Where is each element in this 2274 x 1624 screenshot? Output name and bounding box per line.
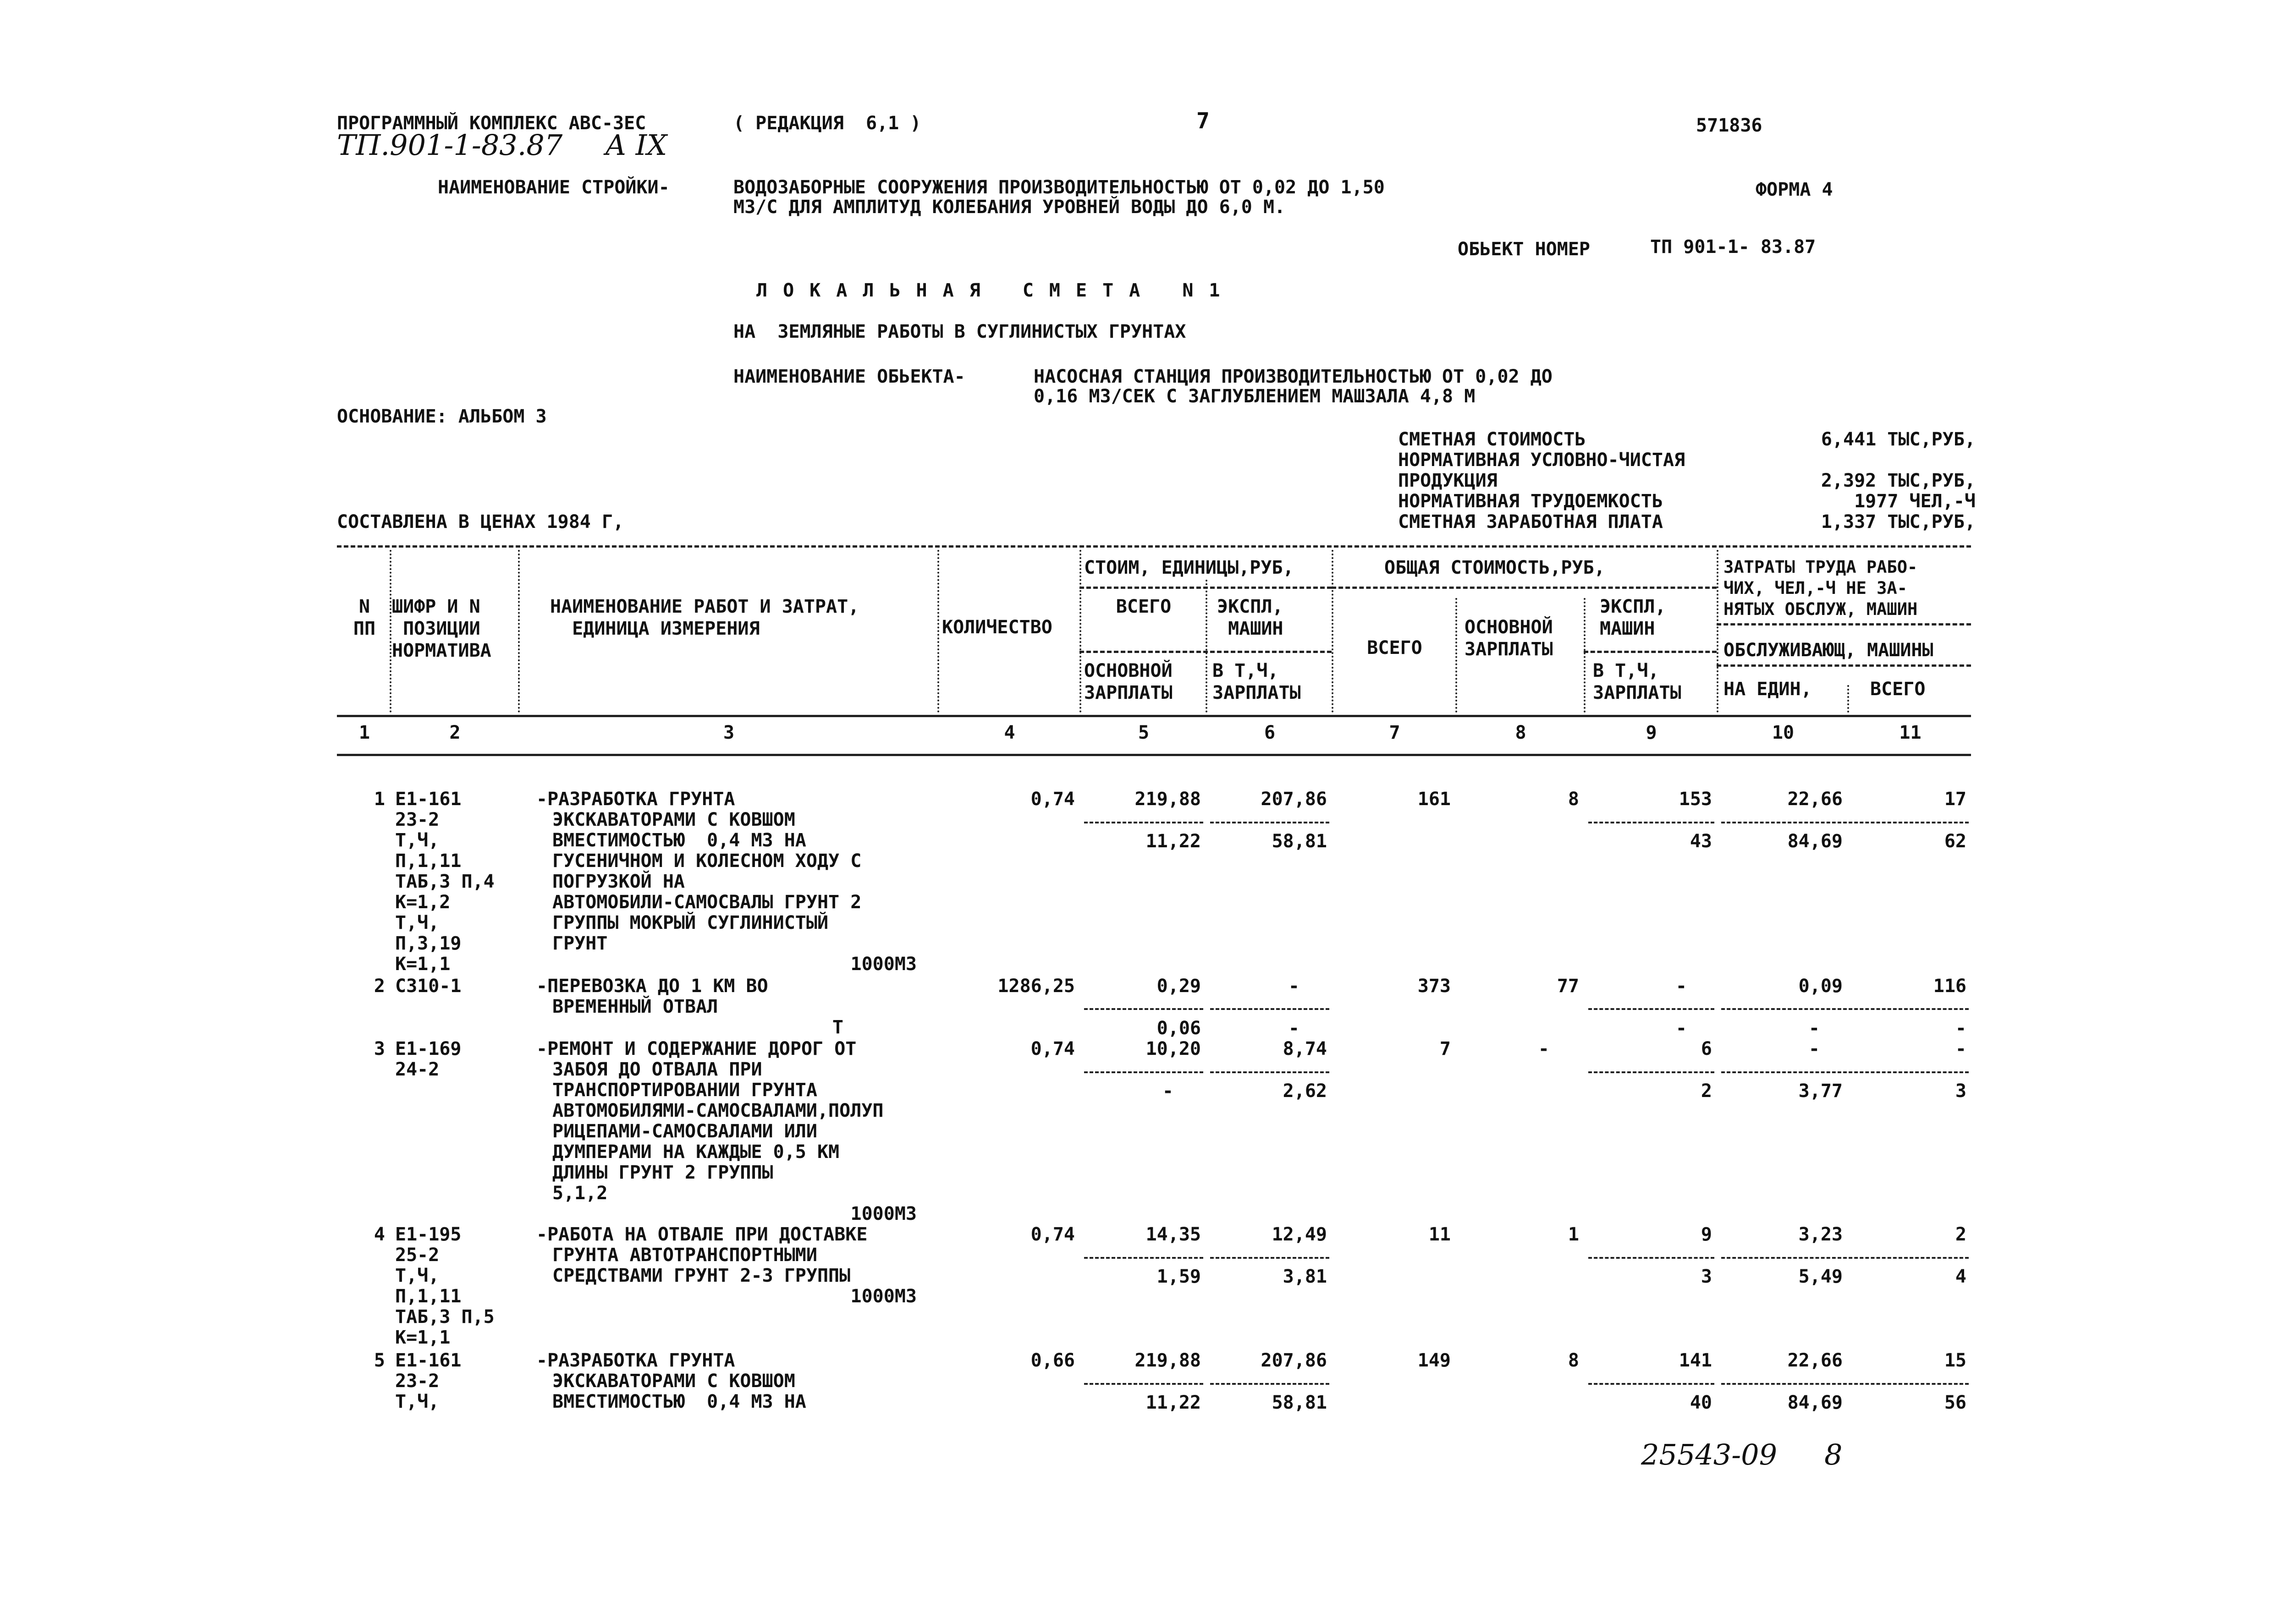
work-name-line: -РАЗРАБОТКА ГРУНТА: [536, 1350, 735, 1371]
header-unit-cost: СТОИМ, ЕДИНИЦЫ,РУБ,: [1084, 557, 1294, 578]
unit-machines: -: [1288, 976, 1299, 997]
column-number: 8: [1515, 722, 1526, 743]
total-machines: 6: [1701, 1038, 1712, 1059]
cell-underline: [1721, 1008, 1969, 1010]
header-labor-mach: ОБСЛУЖИВАЮЩ, МАШИНЫ: [1723, 640, 1933, 661]
document-number: 571836: [1696, 115, 1762, 136]
labor-per-unit: 22,66: [1787, 789, 1843, 810]
page-number: 7: [1196, 108, 1210, 134]
total-cost: 149: [1417, 1350, 1451, 1371]
machine-labor-per-unit: 84,69: [1787, 1392, 1843, 1413]
prices-basis: СОСТАВЛЕНА В ЦЕНАХ 1984 Г,: [337, 511, 624, 532]
unit-of-measure: 1000М3: [850, 1203, 917, 1224]
cell-underline: [1084, 1383, 1203, 1385]
unit-machines: 12,49: [1272, 1224, 1327, 1245]
unit-of-measure: 1000М3: [850, 954, 917, 975]
cell-underline: [1588, 822, 1714, 823]
summary-value: 1977 ЧЕЛ,-Ч: [1854, 491, 1976, 512]
machine-labor-total: 62: [1944, 831, 1966, 852]
header-bottom-rule: [337, 715, 1971, 717]
header-col-name: НАИМЕНОВАНИЕ РАБОТ И ЗАТРАТ, ЕДИНИЦА ИЗМЕРЕНИЯ: [550, 596, 859, 639]
work-name-line: ГРУППЫ МОКРЫЙ СУГЛИНИСТЫЙ: [552, 912, 829, 933]
work-name-line: ВМЕСТИМОСТЬЮ 0,4 М3 НА: [552, 1391, 806, 1412]
cell-underline: [1210, 1008, 1329, 1010]
header-subrule: [1717, 664, 1971, 667]
total-cost: 161: [1417, 789, 1451, 810]
norm-code-line: ТАБ,3 П,4: [395, 871, 495, 892]
work-name-line: ЭКСКАВАТОРАМИ С КОВШОМ: [552, 809, 795, 830]
work-name-line: ГРУНТА АВТОТРАНСПОРТНЫМИ: [552, 1245, 817, 1266]
unit-machine-wage: 58,81: [1272, 831, 1327, 852]
unit-machines: 8,74: [1283, 1038, 1327, 1059]
norm-code-line: П,1,11: [395, 850, 462, 872]
handwritten-page-number: 8: [1824, 1438, 1843, 1471]
unit-basic-wage: 11,22: [1145, 1392, 1201, 1413]
total-basic-wage: 8: [1568, 789, 1579, 810]
column-divider: [1206, 580, 1207, 713]
work-name-line: СРЕДСТВАМИ ГРУНТ 2-3 ГРУППЫ: [552, 1265, 851, 1286]
unit-total: 0,29: [1156, 976, 1201, 997]
work-name-line: -ПЕРЕВОЗКА ДО 1 КМ ВО: [536, 976, 768, 997]
column-divider: [1847, 685, 1849, 713]
norm-code-line: Т,Ч,: [395, 1265, 440, 1286]
summary-label: НОРМАТИВНАЯ ТРУДОЕМКОСТЬ: [1398, 491, 1663, 512]
column-divider: [1079, 550, 1081, 713]
column-number: 6: [1264, 722, 1276, 743]
labor-per-unit: 22,66: [1787, 1350, 1843, 1371]
norm-code-line: К=1,1: [395, 1327, 451, 1348]
unit-total: 219,88: [1134, 1350, 1201, 1371]
unit-total: 14,35: [1145, 1224, 1201, 1245]
cell-underline: [1084, 1008, 1203, 1010]
header-total-incl: В Т,Ч, ЗАРПЛАТЫ: [1593, 660, 1681, 703]
summary-label: ПРОДУКЦИЯ: [1398, 470, 1498, 491]
handwritten-project-code: ТП.901-1-83.87: [337, 128, 563, 162]
estimate-title: ЛОКАЛЬНАЯ СМЕТА N1: [756, 280, 1236, 301]
column-divider: [1717, 550, 1718, 713]
row-number: 1: [374, 789, 385, 810]
row-number: 5: [374, 1350, 385, 1371]
labor-total: 17: [1944, 789, 1966, 810]
row-number: 2: [374, 976, 385, 997]
header-subrule: [1332, 587, 1717, 589]
header-unit-total: ВСЕГО: [1116, 596, 1172, 617]
labor-total: 2: [1955, 1224, 1966, 1245]
work-name-line: ЭКСКАВАТОРАМИ С КОВШОМ: [552, 1371, 795, 1392]
total-basic-wage: 1: [1568, 1224, 1579, 1245]
unit-basic-wage: 1,59: [1156, 1266, 1201, 1287]
column-number: 7: [1389, 722, 1400, 743]
norm-code-line: К=1,2: [395, 892, 451, 913]
quantity: 0,74: [1030, 1224, 1075, 1245]
header-subrule: [1584, 651, 1717, 653]
column-divider: [937, 550, 939, 713]
machine-labor-per-unit: 84,69: [1787, 831, 1843, 852]
cell-underline: [1084, 1071, 1203, 1073]
machine-labor-total: 4: [1955, 1266, 1966, 1287]
work-name-line: ТРАНСПОРТИРОВАНИИ ГРУНТА: [552, 1080, 817, 1101]
column-number: 5: [1138, 722, 1150, 743]
estimate-subtitle: НА ЗЕМЛЯНЫЕ РАБОТЫ В СУГЛИНИСТЫХ ГРУНТАХ: [733, 321, 1186, 342]
unit-basic-wage: 0,06: [1156, 1018, 1201, 1039]
work-name-line: 5,1,2: [552, 1183, 608, 1204]
total-basic-wage: -: [1538, 1038, 1549, 1059]
work-name-line: -РАБОТА НА ОТВАЛЕ ПРИ ДОСТАВКЕ: [536, 1224, 868, 1245]
column-divider: [1584, 598, 1586, 713]
column-divider: [1455, 598, 1457, 713]
header-subrule: [1717, 623, 1971, 625]
row-number: 4: [374, 1224, 385, 1245]
work-name-line: ВРЕМЕННЫЙ ОТВАЛ: [552, 996, 718, 1017]
column-number: 4: [1004, 722, 1015, 743]
norm-code-line: Т,Ч,: [395, 830, 440, 851]
labor-total: 15: [1944, 1350, 1966, 1371]
total-machine-wage: 2: [1701, 1081, 1712, 1102]
summary-value: 2,392 ТЫС,РУБ,: [1821, 470, 1976, 491]
norm-code-line: 24-2: [395, 1059, 440, 1080]
cell-underline: [1721, 1257, 1969, 1259]
machine-labor-total: 56: [1944, 1392, 1966, 1413]
construction-name-line1: ВОДОЗАБОРНЫЕ СООРУЖЕНИЯ ПРОИЗВОДИТЕЛЬНОСТЬЮ ОТ 0,02 ДО 1,50: [733, 177, 1385, 198]
cell-underline: [1084, 1257, 1203, 1259]
norm-code-line: 23-2: [395, 809, 440, 830]
norm-code-line: 25-2: [395, 1245, 440, 1266]
unit-machine-wage: 58,81: [1272, 1392, 1327, 1413]
unit-machine-wage: 2,62: [1283, 1081, 1327, 1102]
work-name-line: ГРУНТ: [552, 933, 608, 954]
column-number: 10: [1772, 722, 1795, 743]
cell-underline: [1210, 1071, 1329, 1073]
labor-per-unit: 3,23: [1798, 1224, 1843, 1245]
header-total-mach: ЭКСПЛ, МАШИН: [1600, 596, 1666, 639]
total-cost: 373: [1417, 976, 1451, 997]
header-labor: ЗАТРАТЫ ТРУДА РАБО- ЧИХ, ЧЕЛ,-Ч НЕ ЗА- НЯТЫХ ОБСЛУЖ, МАШИН: [1723, 557, 1918, 619]
work-name-line: -РЕМОНТ И СОДЕРЖАНИЕ ДОРОГ ОТ: [536, 1038, 857, 1059]
header-unit-basic: ОСНОВНОЙ ЗАРПЛАТЫ: [1084, 660, 1173, 703]
total-basic-wage: 8: [1568, 1350, 1579, 1371]
column-divider: [390, 550, 391, 713]
unit-of-measure: 1000М3: [850, 1286, 917, 1307]
total-machine-wage: -: [1675, 1018, 1687, 1039]
quantity: 0,74: [1030, 1038, 1075, 1059]
norm-code-line: 23-2: [395, 1371, 440, 1392]
machine-labor-per-unit: -: [1808, 1018, 1820, 1039]
cell-underline: [1721, 1071, 1969, 1073]
object-number: ТП 901-1- 83.87: [1650, 236, 1816, 258]
labor-total: 116: [1933, 976, 1966, 997]
header-subrule: [1079, 587, 1332, 589]
summary-value: 1,337 ТЫС,РУБ,: [1821, 511, 1976, 532]
summary-value: 6,441 ТЫС,РУБ,: [1821, 429, 1976, 450]
cell-underline: [1721, 822, 1969, 823]
work-name-line: ДЛИНЫ ГРУНТ 2 ГРУППЫ: [552, 1162, 773, 1183]
column-number: 9: [1646, 722, 1657, 743]
column-number: 11: [1899, 722, 1922, 743]
summary-label: СМЕТНАЯ ЗАРАБОТНАЯ ПЛАТА: [1398, 511, 1663, 532]
work-name-line: ПОГРУЗКОЙ НА: [552, 871, 685, 892]
work-name-line: ВМЕСТИМОСТЬЮ 0,4 М3 НА: [552, 830, 806, 851]
form-label: ФОРМА 4: [1756, 179, 1833, 200]
header-col-n: N ПП: [353, 596, 376, 639]
unit-basic-wage: -: [1162, 1081, 1173, 1102]
work-name-line: АВТОМОБИЛЯМИ-САМОСВАЛАМИ,ПОЛУП: [552, 1100, 884, 1121]
work-name-line: ЗАБОЯ ДО ОТВАЛА ПРИ: [552, 1059, 762, 1080]
work-name-line: АВТОМОБИЛИ-САМОСВАЛЫ ГРУНТ 2: [552, 892, 862, 913]
unit-machine-wage: 3,81: [1283, 1266, 1327, 1287]
program-name: ПРОГРАММНЫЙ КОМПЛЕКС АВС-3ЕС: [337, 113, 646, 134]
norm-code-line: С310-1: [395, 976, 462, 997]
work-name-line: РИЦЕПАМИ-САМОСВАЛАМИ ИЛИ: [552, 1121, 817, 1142]
header-total-cost: ОБЩАЯ СТОИМОСТЬ,РУБ,: [1384, 557, 1605, 578]
column-number: 2: [449, 722, 461, 743]
norm-code-line: Е1-161: [395, 789, 462, 810]
machine-labor-per-unit: 5,49: [1798, 1266, 1843, 1287]
labor-total: -: [1955, 1038, 1966, 1059]
column-number-rule: [337, 754, 1971, 756]
column-divider: [1332, 550, 1333, 713]
construction-name-line2: М3/С ДЛЯ АМПЛИТУД КОЛЕБАНИЯ УРОВНЕЙ ВОДЫ ДО 6,0 М.: [733, 197, 1286, 218]
header-total-basic: ОСНОВНОЙ ЗАРПЛАТЫ: [1465, 617, 1553, 660]
norm-code-line: Е1-161: [395, 1350, 462, 1371]
header-unit-incl: В Т,Ч, ЗАРПЛАТЫ: [1212, 660, 1301, 703]
header-unit-mach: ЭКСПЛ, МАШИН: [1217, 596, 1283, 639]
norm-code-line: Т,Ч,: [395, 912, 440, 933]
cell-underline: [1588, 1257, 1714, 1259]
quantity: 0,66: [1030, 1350, 1075, 1371]
object-label: ОБЬЕКТ НОМЕР: [1458, 239, 1590, 260]
unit-basic-wage: 11,22: [1145, 831, 1201, 852]
norm-code-line: ТАБ,3 П,5: [395, 1306, 495, 1328]
handwritten-album: А IX: [605, 128, 667, 162]
machine-labor-per-unit: 3,77: [1798, 1081, 1843, 1102]
norm-code-line: П,1,11: [395, 1286, 462, 1307]
handwritten-note: 25543-09: [1641, 1438, 1778, 1471]
total-machines: -: [1675, 976, 1687, 997]
column-number: 1: [358, 722, 370, 743]
header-col-qty: КОЛИЧЕСТВО: [942, 617, 1052, 638]
unit-machines: 207,86: [1261, 1350, 1327, 1371]
labor-per-unit: 0,09: [1798, 976, 1843, 997]
cell-underline: [1721, 1383, 1969, 1385]
machine-labor-total: 3: [1955, 1081, 1966, 1102]
total-machines: 153: [1679, 789, 1712, 810]
cell-underline: [1210, 1383, 1329, 1385]
unit-total: 10,20: [1145, 1038, 1201, 1059]
column-divider: [518, 550, 520, 713]
total-basic-wage: 77: [1557, 976, 1579, 997]
header-labor-total: ВСЕГО: [1870, 679, 1926, 700]
header-total-all: ВСЕГО: [1367, 637, 1422, 658]
machine-labor-total: -: [1955, 1018, 1966, 1039]
header-labor-unit: НА ЕДИН,: [1723, 679, 1812, 700]
total-cost: 7: [1439, 1038, 1451, 1059]
table-top-rule: [337, 545, 1971, 548]
summary-label: СМЕТНАЯ СТОИМОСТЬ: [1398, 429, 1586, 450]
total-machines: 9: [1701, 1224, 1712, 1245]
row-number: 3: [374, 1038, 385, 1059]
object-name-line1: НАСОСНАЯ СТАНЦИЯ ПРОИЗВОДИТЕЛЬНОСТЬЮ ОТ 0,02 ДО: [1034, 366, 1553, 387]
edition: ( РЕДАКЦИЯ 6,1 ): [733, 113, 921, 134]
cell-underline: [1588, 1008, 1714, 1010]
summary-label: НОРМАТИВНАЯ УСЛОВНО-ЧИСТАЯ: [1398, 450, 1685, 471]
cell-underline: [1210, 1257, 1329, 1259]
object-name-label: НАИМЕНОВАНИЕ ОБЬЕКТА-: [733, 366, 965, 387]
unit-of-measure: Т: [832, 1017, 843, 1038]
work-name-line: ДУМПЕРАМИ НА КАЖДЫЕ 0,5 КМ: [552, 1141, 840, 1163]
cell-underline: [1588, 1071, 1714, 1073]
quantity: 1286,25: [997, 976, 1075, 997]
norm-code-line: Е1-169: [395, 1038, 462, 1059]
cell-underline: [1084, 822, 1203, 823]
unit-machines: 207,86: [1261, 789, 1327, 810]
cell-underline: [1210, 822, 1329, 823]
basis: ОСНОВАНИЕ: АЛЬБОМ 3: [337, 406, 547, 427]
header-subrule: [1079, 651, 1332, 653]
unit-total: 219,88: [1134, 789, 1201, 810]
total-machines: 141: [1679, 1350, 1712, 1371]
header-col-code: ШИФР И N ПОЗИЦИИ НОРМАТИВА: [392, 596, 491, 661]
construction-label: НАИМЕНОВАНИЕ СТРОЙКИ-: [438, 177, 670, 198]
column-number: 3: [723, 722, 735, 743]
quantity: 0,74: [1030, 789, 1075, 810]
total-machine-wage: 40: [1690, 1392, 1712, 1413]
object-name-line2: 0,16 М3/СЕК С ЗАГЛУБЛЕНИЕМ МАШЗАЛА 4,8 М: [1034, 386, 1476, 407]
norm-code-line: П,3,19: [395, 933, 462, 954]
norm-code-line: К=1,1: [395, 954, 451, 975]
cell-underline: [1588, 1383, 1714, 1385]
labor-per-unit: -: [1808, 1038, 1820, 1059]
total-machine-wage: 3: [1701, 1266, 1712, 1287]
total-machine-wage: 43: [1690, 831, 1712, 852]
work-name-line: ГУСЕНИЧНОМ И КОЛЕСНОМ ХОДУ С: [552, 850, 862, 872]
unit-machine-wage: -: [1288, 1018, 1299, 1039]
norm-code-line: Е1-195: [395, 1224, 462, 1245]
work-name-line: -РАЗРАБОТКА ГРУНТА: [536, 789, 735, 810]
norm-code-line: Т,Ч,: [395, 1391, 440, 1412]
total-cost: 11: [1428, 1224, 1451, 1245]
